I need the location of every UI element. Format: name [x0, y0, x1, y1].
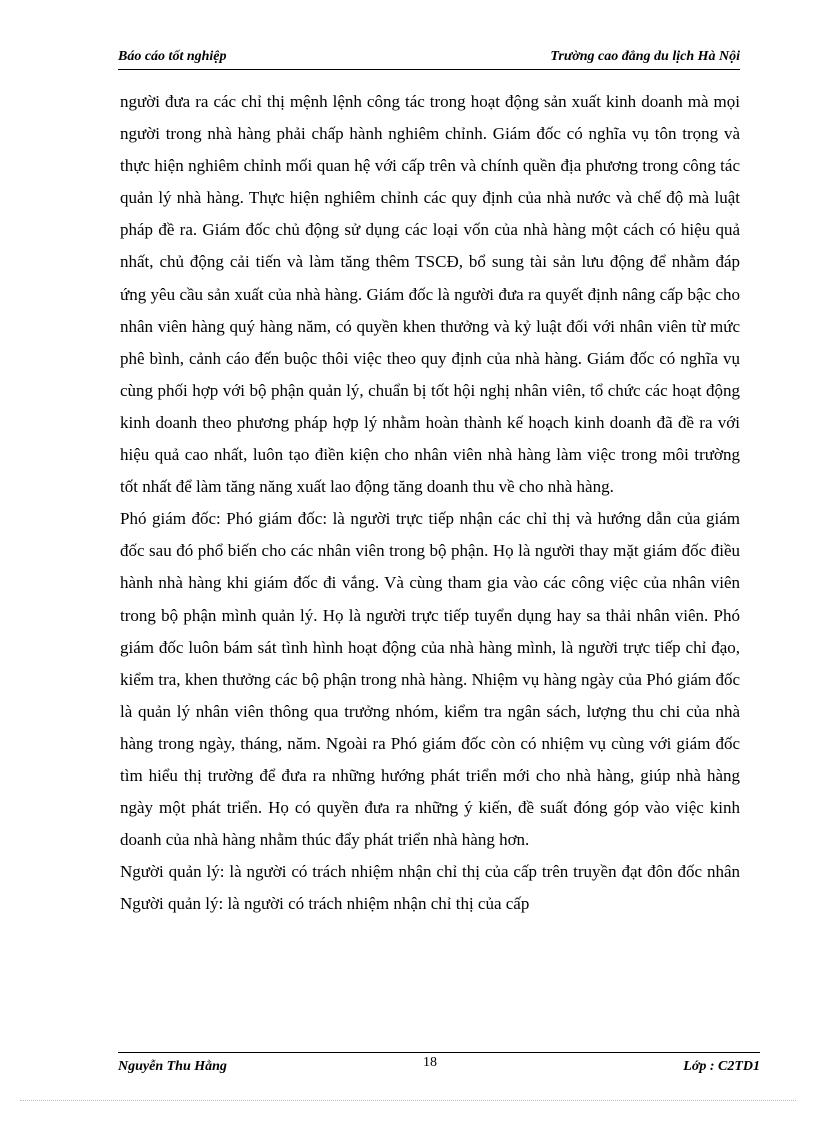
paragraph-manager: Người quản lý: là người có trách nhiệm nhận chỉ thị của cấp trên truyền đạt đôn đốc nhân Người quản lý: là người có trách nhiệm nhận chỉ thị của cấp: [120, 862, 740, 914]
page-header: [118, 49, 740, 70]
document-body: [120, 86, 740, 920]
page-bottom-divider: [20, 1100, 796, 1101]
footer-page-number: 18: [423, 1055, 437, 1070]
footer-author-name: Nguyễn Thu Hằng: [118, 1059, 227, 1074]
header-school-name: Trường cao đẳng du lịch Hà Nội: [550, 49, 740, 64]
paragraph-director-duties: người đưa ra các chỉ thị mệnh lệnh công tác trong hoạt động sản xuất kinh doanh mà mọi người trong nhà hàng phải chấp hành nghiêm chỉnh. Giám đốc có nghĩa vụ tôn trọng và thực hiện nghiêm chỉnh mối quan hệ với cấp trên và chính quền địa phương trong công tác quản lý nhà hàng. Thực hiện nghiêm chỉnh các quy định của nhà nước và chế độ mà luật pháp đề ra. Giám đốc chủ động sử dụng các loại vốn của nhà hàng một cách có hiệu quả nhất, chủ động cải tiến và làm tăng thêm TSCĐ, bổ sung tài sản lưu động để nhằm đáp ứng yêu cầu sản xuất của nhà hàng. Giám đốc là người đưa ra quyết định nâng cấp bậc cho nhân viên hàng quý hàng năm, có quyền khen thưởng và kỷ luật đối với nhân viên từ mức phê bình, cảnh cáo đến buộc thôi việc theo quy định của nhà hàng. Giám đốc có nghĩa vụ cùng phối hợp với bộ phận quản lý, chuẩn bị tốt hội nghị nhân viên, tổ chức các hoạt động kinh doanh theo phương pháp hợp lý nhằm hoàn thành kế hoạch kinh doanh đã đề ra với hiệu quả cao nhất, luôn tạo điền kiện cho nhân viên nhà hàng làm việc trong môi trường tốt nhất để làm tăng năng xuất lao động tăng doanh thu về cho nhà hàng.: [120, 92, 740, 497]
page-footer: [118, 1052, 760, 1079]
paragraph-deputy-director: Phó giám đốc: Phó giám đốc: là người trực tiếp nhận các chỉ thị và hướng dẫn của giám đốc sau đó phổ biến cho các nhân viên trong bộ phận. Họ là người thay mặt giám đốc điều hành nhà hàng khi giám đốc đi vắng. Và cùng tham gia vào các công việc của nhân viên trong bộ phận mình quản lý. Họ là người trực tiếp tuyển dụng hay sa thải nhân viên. Phó giám đốc luôn bám sát tình hình hoạt động của nhà hàng mình, là người trực tiếp chỉ đạo, kiểm tra, khen thưởng các bộ phận trong nhà hàng. Nhiệm vụ hàng ngày của Phó giám đốc là quản lý nhân viên thông qua trưởng nhóm, kiểm tra ngân sách, lượng thu chi của nhà hàng trong ngày, tháng, năm. Ngoài ra Phó giám đốc còn có nhiệm vụ cùng với giám đốc tìm hiểu thị trường để đưa ra những hướng phát triển mới cho nhà hàng, giúp nhà hàng ngày một phát triển. Họ có quyền đưa ra những ý kiến, đề suất đóng góp vào việc kinh doanh của nhà hàng nhằm thúc đẩy phát triển nhà hàng hơn.: [120, 509, 740, 850]
header-report-title: Báo cáo tốt nghiệp: [118, 49, 227, 64]
footer-class-label: Lớp : C2TD1: [683, 1059, 760, 1074]
